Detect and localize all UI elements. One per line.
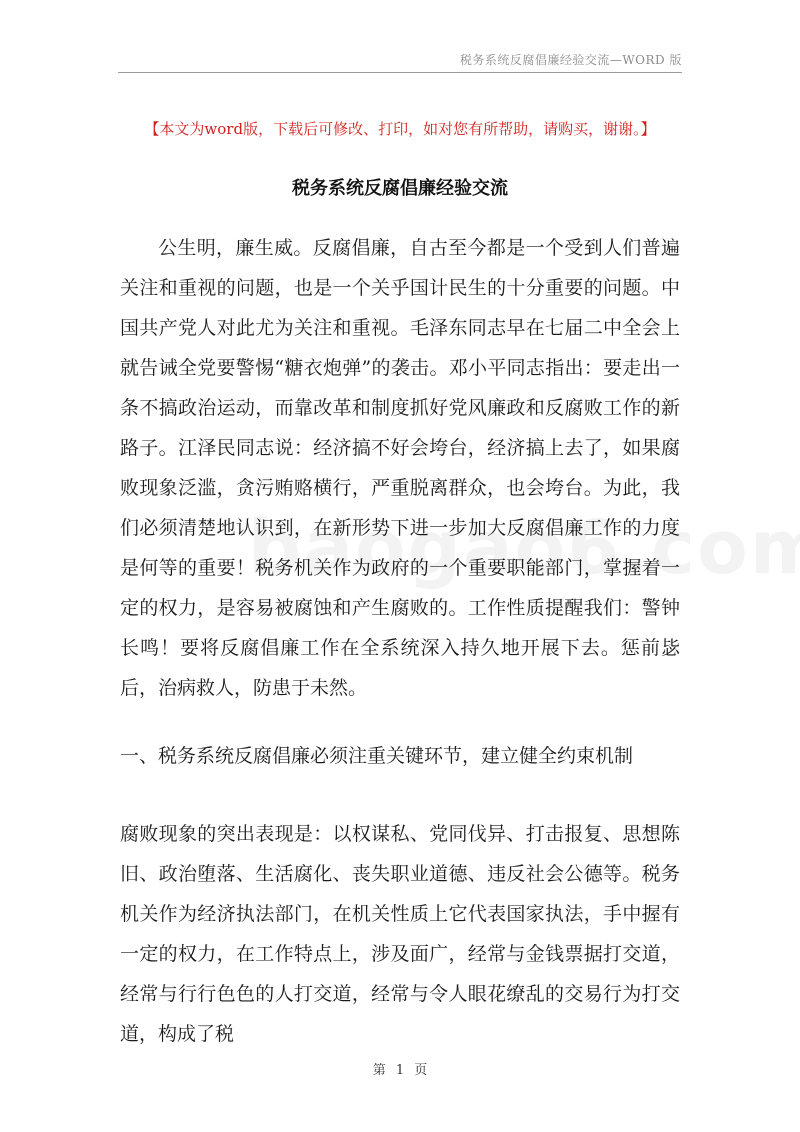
- page-number: 1: [395, 1063, 405, 1078]
- running-header: 税务系统反腐倡廉经验交流—WORD 版: [459, 53, 682, 67]
- header-divider: [118, 72, 682, 73]
- body-paragraph-intro: 公生明，廉生威。反腐倡廉，自古至今都是一个受到人们普遍关注和重视的问题，也是一个关乎国计民生的十分重要的问题。中国共产党人对此尤为关注和重视。毛泽东同志早在七届二中全会上就告诫全党要警惕“糖衣炮弹”的袭击。邓小平同志指出：要走出一条不搞政治运动，而靠改革和制度抓好党风廉政和反腐败工作的新路子。江泽民同志说：经济搞不好会垮台，经济搞上去了，如果腐败现象泛滥，贪污贿赂横行，严重脱离群众，也会垮台。为此，我们必须清楚地认识到，在新形势下进一步加大反腐倡廉工作的力度是何等的重要！税务机关作为政府的一个重要职能部门，掌握着一定的权力，是容易被腐蚀和产生腐败的。工作性质提醒我们：警钟长鸣！要将反腐倡廉工作在全系统深入持久地开展下去。惩前毖后，治病救人，防患于未然。: [120, 237, 680, 699]
- section-heading-1: 一、税务系统反腐倡廉必须注重关键环节，建立健全约束机制: [120, 745, 634, 767]
- page-suffix: 页: [414, 1063, 428, 1078]
- document-title: 税务系统反腐倡廉经验交流: [292, 178, 508, 199]
- page-footer: [0, 1059, 800, 1078]
- page-prefix: 第: [372, 1063, 386, 1078]
- download-notice: 【本文为word版，下载后可修改、打印，如对您有所帮助，请购买，谢谢。】: [144, 120, 656, 138]
- body-paragraph-section-1: 腐败现象的突出表现是：以权谋私、党同伐异、打击报复、思想陈旧、政治堕落、生活腐化、丧失职业道德、违反社会公德等。税务机关作为经济执法部门，在机关性质上它代表国家执法，手中握有一定的权力，在工作特点上，涉及面广，经常与金钱票据打交道，经常与行行色色的人打交道，经常与令人眼花缭乱的交易行为打交道，构成了税: [120, 823, 680, 1045]
